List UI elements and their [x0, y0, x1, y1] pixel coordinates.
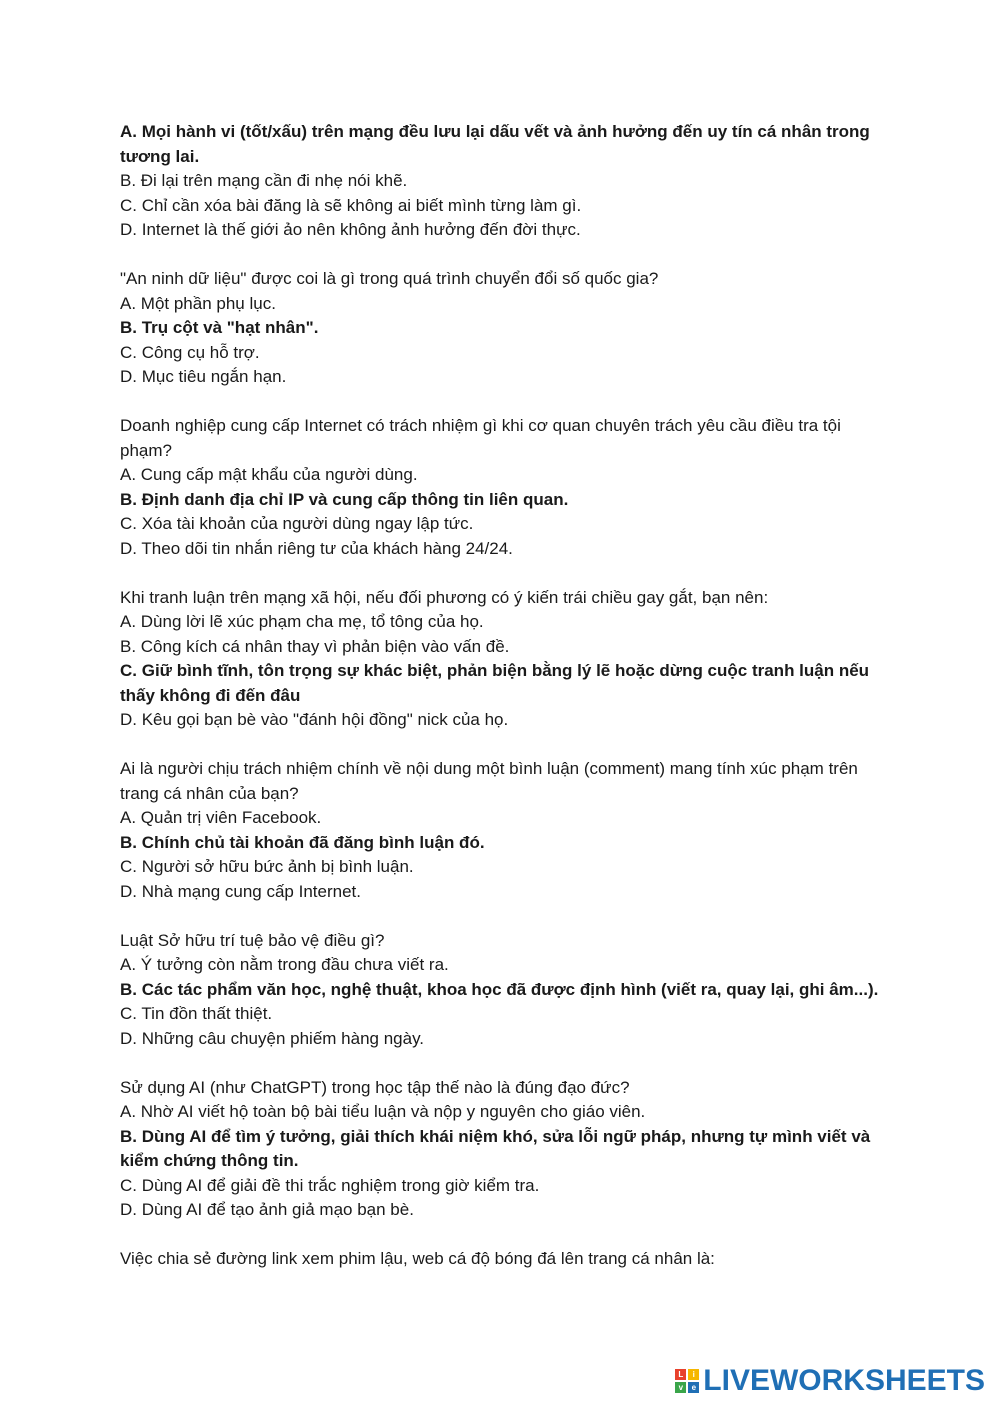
- text-line: D. Theo dõi tin nhắn riêng tư của khách hàng 24/24.: [120, 538, 513, 558]
- block-spacer: [120, 561, 880, 586]
- block-spacer: [120, 243, 880, 268]
- question-block: [120, 1076, 880, 1223]
- text-line: D. Nhà mạng cung cấp Internet.: [120, 881, 361, 901]
- text-line: C. Xóa tài khoản của người dùng ngay lập tức.: [120, 514, 474, 533]
- block-spacer: [120, 390, 880, 415]
- text-line: A. Một phần phụ lục.: [120, 293, 276, 313]
- text-line: D. Internet là thế giới ảo nên không ảnh hưởng đến đời thực.: [120, 220, 581, 239]
- correct-answer-line: B. Trụ cột và "hạt nhân".: [120, 318, 319, 337]
- text-line: D. Mục tiêu ngắn hạn.: [120, 367, 287, 386]
- question-block: [120, 929, 880, 1052]
- logo-squares-icon: [675, 1369, 699, 1393]
- text-line: Khi tranh luận trên mạng xã hội, nếu đối phương có ý kiến trái chiều gay gắt, bạn nên:: [120, 587, 769, 607]
- question-block: [120, 120, 880, 243]
- question-block: [120, 414, 880, 561]
- text-line: Sử dụng AI (như ChatGPT) trong học tập thế nào là đúng đạo đức?: [120, 1077, 630, 1097]
- text-line: Việc chia sẻ đường link xem phim lậu, web cá độ bóng đá lên trang cá nhân là:: [120, 1249, 715, 1268]
- text-line: B. Đi lại trên mạng cần đi nhẹ nói khẽ.: [120, 171, 408, 190]
- correct-answer-line: B. Chính chủ tài khoản đã đăng bình luận đó.: [120, 832, 485, 852]
- block-spacer: [120, 1223, 880, 1248]
- text-line: Doanh nghiệp cung cấp Internet có trách nhiệm gì khi cơ quan chuyên trách yêu cầu điều tra tội phạm?: [120, 416, 841, 460]
- text-line: B. Công kích cá nhân thay vì phản biện vào vấn đề.: [120, 636, 510, 656]
- text-line: A. Quản trị viên Facebook.: [120, 808, 322, 827]
- text-line: Ai là người chịu trách nhiệm chính về nội dung một bình luận (comment) mang tính xúc phạm trên trang cá nhân của bạn?: [120, 759, 858, 803]
- question-block: [120, 586, 880, 733]
- text-line: "An ninh dữ liệu" được coi là gì trong quá trình chuyển đổi số quốc gia?: [120, 269, 659, 288]
- logo-square-1: L: [675, 1369, 686, 1380]
- text-line: C. Chỉ cần xóa bài đăng là sẽ không ai biết mình từng làm gì.: [120, 195, 582, 215]
- question-block: [120, 757, 880, 904]
- block-spacer: [120, 1051, 880, 1076]
- block-spacer: [120, 733, 880, 758]
- question-block: [120, 267, 880, 390]
- text-line: A. Dùng lời lẽ xúc phạm cha mẹ, tổ tông của họ.: [120, 612, 484, 631]
- correct-answer-line: B. Định danh địa chỉ IP và cung cấp thông tin liên quan.: [120, 489, 569, 509]
- text-line: C. Dùng AI để giải đề thi trắc nghiệm trong giờ kiểm tra.: [120, 1175, 540, 1195]
- logo-square-4: e: [688, 1382, 699, 1393]
- block-spacer: [120, 904, 880, 929]
- text-line: C. Công cụ hỗ trợ.: [120, 342, 260, 362]
- text-line: D. Những câu chuyện phiếm hàng ngày.: [120, 1028, 425, 1048]
- worksheet-content: [120, 120, 880, 1272]
- correct-answer-line: B. Dùng AI để tìm ý tưởng, giải thích khái niệm khó, sửa lỗi ngữ pháp, nhưng tự mình viết và kiểm chứng thông tin.: [120, 1126, 871, 1170]
- text-line: C. Tin đồn thất thiệt.: [120, 1004, 273, 1023]
- text-line: A. Cung cấp mật khẩu của người dùng.: [120, 465, 418, 484]
- correct-answer-line: C. Giữ bình tĩnh, tôn trọng sự khác biệt, phản biện bằng lý lẽ hoặc dừng cuộc tranh luận nếu thấy không đi đến đâu: [120, 661, 870, 705]
- text-line: Luật Sở hữu trí tuệ bảo vệ điều gì?: [120, 930, 385, 950]
- text-line: A. Nhờ AI viết hộ toàn bộ bài tiểu luận và nộp y nguyên cho giáo viên.: [120, 1102, 646, 1121]
- text-line: C. Người sở hữu bức ảnh bị bình luận.: [120, 857, 414, 876]
- text-line: D. Kêu gọi bạn bè vào "đánh hội đồng" nick của họ.: [120, 710, 509, 729]
- logo-square-3: v: [675, 1382, 686, 1393]
- text-line: D. Dùng AI để tạo ảnh giả mạo bạn bè.: [120, 1200, 414, 1219]
- question-block: [120, 1247, 880, 1272]
- logo-square-2: i: [688, 1369, 699, 1380]
- text-line: A. Ý tưởng còn nằm trong đầu chưa viết ra.: [120, 955, 449, 974]
- correct-answer-line: A. Mọi hành vi (tốt/xấu) trên mạng đều lưu lại dấu vết và ảnh hưởng đến uy tín cá nhân trong tương lai.: [120, 122, 870, 166]
- correct-answer-line: B. Các tác phẩm văn học, nghệ thuật, khoa học đã được định hình (viết ra, quay lại, ghi âm...).: [120, 979, 879, 999]
- logo-text: LIVEWORKSHEETS: [703, 1364, 985, 1397]
- liveworksheets-logo: [675, 1364, 985, 1398]
